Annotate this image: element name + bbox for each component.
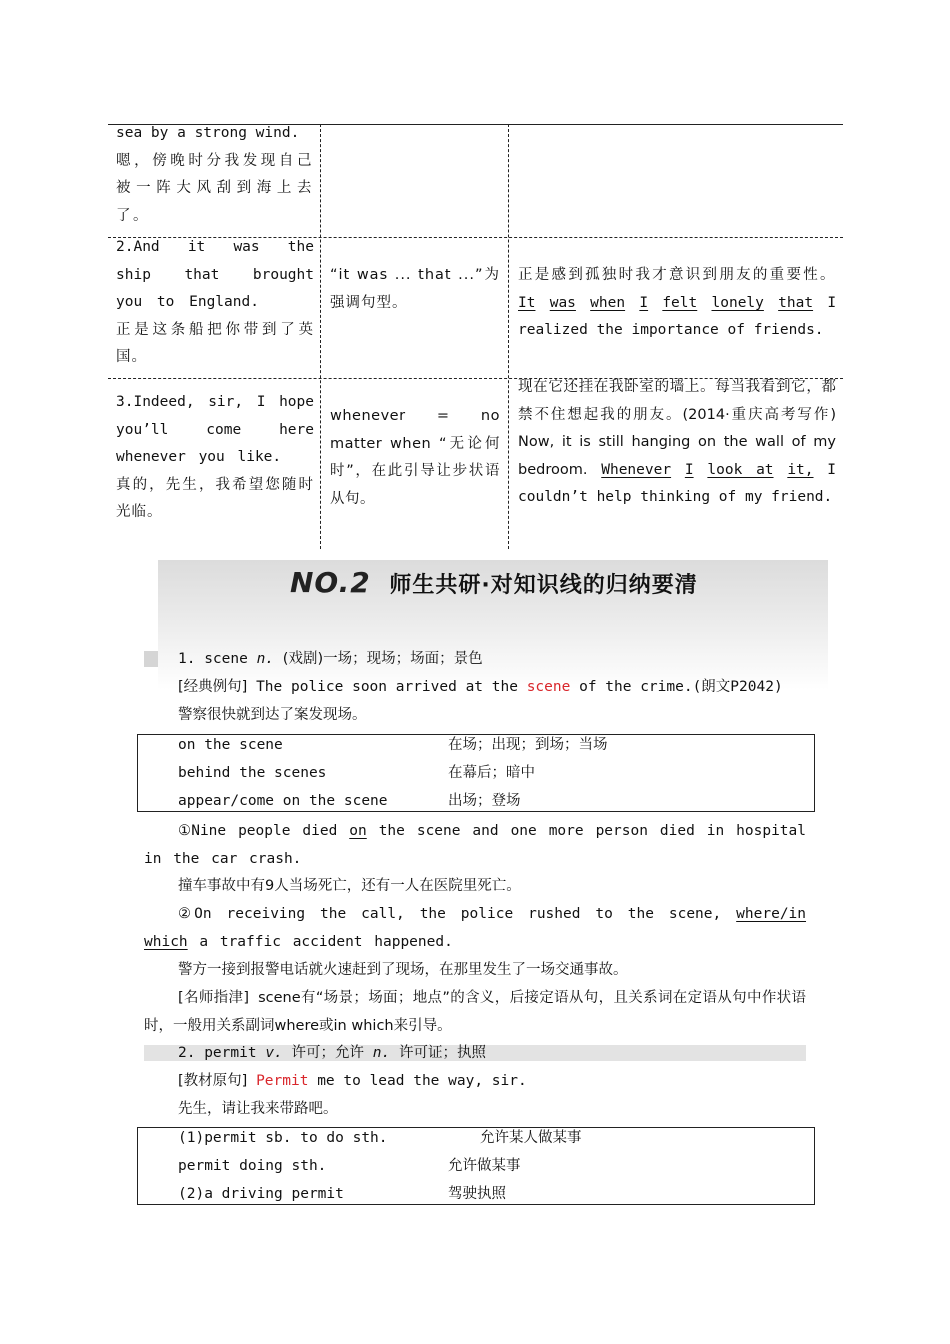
phrase-table: [137, 734, 815, 812]
example-cell: [518, 262, 836, 345]
exercise-text: a traffic accident happened.: [199, 933, 453, 950]
exercise-text: the scene and one more person died in hospital in the car crash.: [144, 823, 806, 867]
grammar-note: “it was ... that ...”为强调句型。: [330, 267, 500, 311]
part-of-speech: n.: [372, 1045, 391, 1061]
emphasis-word: I: [684, 461, 694, 478]
sentence-en: 2.And it was the ship that brought you to England.: [116, 239, 314, 311]
comparison-table: [108, 124, 843, 549]
phrase-row: [178, 732, 608, 760]
keyword: Permit: [256, 1073, 309, 1089]
sentence-zh: 嗯，傍晚时分我发现自己被一阵大风刮到海上去了。: [116, 152, 314, 224]
phrase-row: [178, 1125, 582, 1153]
table-row: [116, 234, 314, 372]
phrase-zh: 允许做某事: [448, 1158, 521, 1174]
sentence-en: sea by a strong wind.: [116, 125, 300, 141]
example-en-tail: I realized the importance of friends.: [518, 294, 837, 339]
example-zh: 正是感到孤独时我才意识到朋友的重要性。: [518, 267, 836, 283]
emphasis-word: that: [778, 294, 814, 311]
emphasis-word: It: [518, 294, 536, 311]
example-text: me to lead the way, sir.: [317, 1073, 527, 1089]
example-sentence: [178, 1068, 527, 1096]
phrase-row: [178, 1181, 506, 1209]
emphasis-word: I: [639, 294, 649, 311]
phrase-en: on the scene: [178, 737, 283, 753]
tip-tag: [名师指津]: [178, 990, 250, 1006]
exercise-2: [144, 901, 806, 957]
part-of-speech: v.: [265, 1045, 283, 1061]
exercise-text: ②On receiving the call, the police rushed to the scene,: [178, 906, 722, 922]
answer-blank: on: [349, 823, 367, 839]
section-number: NO.2: [290, 566, 371, 599]
item-marker: [144, 651, 158, 667]
example-translation: 警察很快就到达了案发现场。: [178, 707, 367, 723]
example-text: The police soon arrived at the: [256, 679, 518, 695]
phrase-zh: 在场；出现；到场；当场: [448, 737, 608, 753]
exercise-translation: 警方一接到报警电话就火速赶到了现场，在那里发生了一场交通事故。: [178, 962, 628, 978]
phrase-en: behind the scenes: [178, 765, 327, 781]
emphasis-word: Whenever: [601, 461, 672, 478]
section-title: 师生共研·对知识线的归纳要清: [389, 573, 698, 598]
table-row: [116, 389, 314, 527]
emphasis-word: when: [590, 294, 626, 311]
example-sentence: [178, 674, 783, 702]
phrase-en: appear/come on the scene: [178, 793, 388, 809]
vocab-word: 2. permit: [178, 1045, 257, 1061]
tip-text: scene有“场景；场面；地点”的含义，后接定语从句，且关系词在定语从句中作状语时，一般用关系副词where或in which来引导。: [144, 990, 806, 1034]
phrase-table: [137, 1127, 815, 1205]
vocab-heading: [178, 1040, 486, 1068]
column-divider: [508, 124, 509, 549]
phrase-row: [178, 1153, 521, 1181]
example-zh: 现在它还挂在我卧室的墙上。每当我看到它，都禁不住想起我的朋友。(2014·重庆高考写作) Now, it is still hanging on the wall of my bedroom.: [518, 379, 836, 478]
table-row: [116, 120, 314, 230]
phrase-en: permit doing sth.: [178, 1158, 327, 1174]
part-of-speech: n.: [256, 651, 275, 667]
vocab-heading: [178, 646, 483, 674]
emphasis-word: it,: [787, 461, 814, 478]
section-heading: [290, 566, 698, 599]
exercise-1: [144, 818, 806, 874]
exercise-text: ①Nine people died: [178, 823, 338, 839]
phrase-zh: 允许某人做某事: [480, 1130, 582, 1146]
phrase-row: [178, 760, 535, 788]
exercise-translation: 撞车事故中有9人当场死亡，还有一人在医院里死亡。: [178, 878, 521, 894]
sentence-zh: 真的，先生，我希望您随时光临。: [116, 476, 314, 521]
phrase-en: (1)permit sb. to do sth.: [178, 1130, 388, 1146]
teacher-tip: [144, 985, 806, 1041]
sentence-zh: 正是这条船把你带到了英国。: [116, 321, 314, 366]
phrase-row: [178, 788, 521, 816]
example-tag: [经典例句]: [178, 679, 248, 695]
sentence-en: 3.Indeed, sir, I hope you’ll come here whenever you like.: [116, 394, 314, 466]
emphasis-word: was: [549, 294, 576, 311]
keyword: scene: [526, 679, 571, 695]
example-tag: [教材原句]: [178, 1073, 248, 1089]
answer-blank: where/in which: [144, 906, 807, 950]
example-cell: [518, 374, 836, 512]
example-en-tail: I couldn’t help thinking of my friend.: [518, 461, 837, 506]
example-text: of the crime.(朗文P2042): [579, 679, 783, 695]
definition: 许可；允许: [291, 1045, 365, 1061]
emphasis-word: felt: [662, 294, 698, 311]
phrase-zh: 驾驶执照: [448, 1186, 506, 1202]
definition: 许可证；执照: [398, 1045, 486, 1061]
phrase-zh: 在幕后；暗中: [448, 765, 535, 781]
phrase-zh: 出场；登场: [448, 793, 521, 809]
emphasis-word: lonely: [711, 294, 764, 311]
definition: (戏剧)一场；现场；场面；景色: [282, 651, 483, 667]
grammar-note: whenever = no matter when “无论何时”，在此引导让步状语从句。: [330, 408, 500, 507]
emphasis-word: look at: [707, 461, 774, 478]
vocab-word: 1. scene: [178, 651, 248, 667]
column-divider: [320, 124, 321, 549]
phrase-en: (2)a driving permit: [178, 1186, 344, 1202]
example-translation: 先生，请让我来带路吧。: [178, 1101, 338, 1117]
